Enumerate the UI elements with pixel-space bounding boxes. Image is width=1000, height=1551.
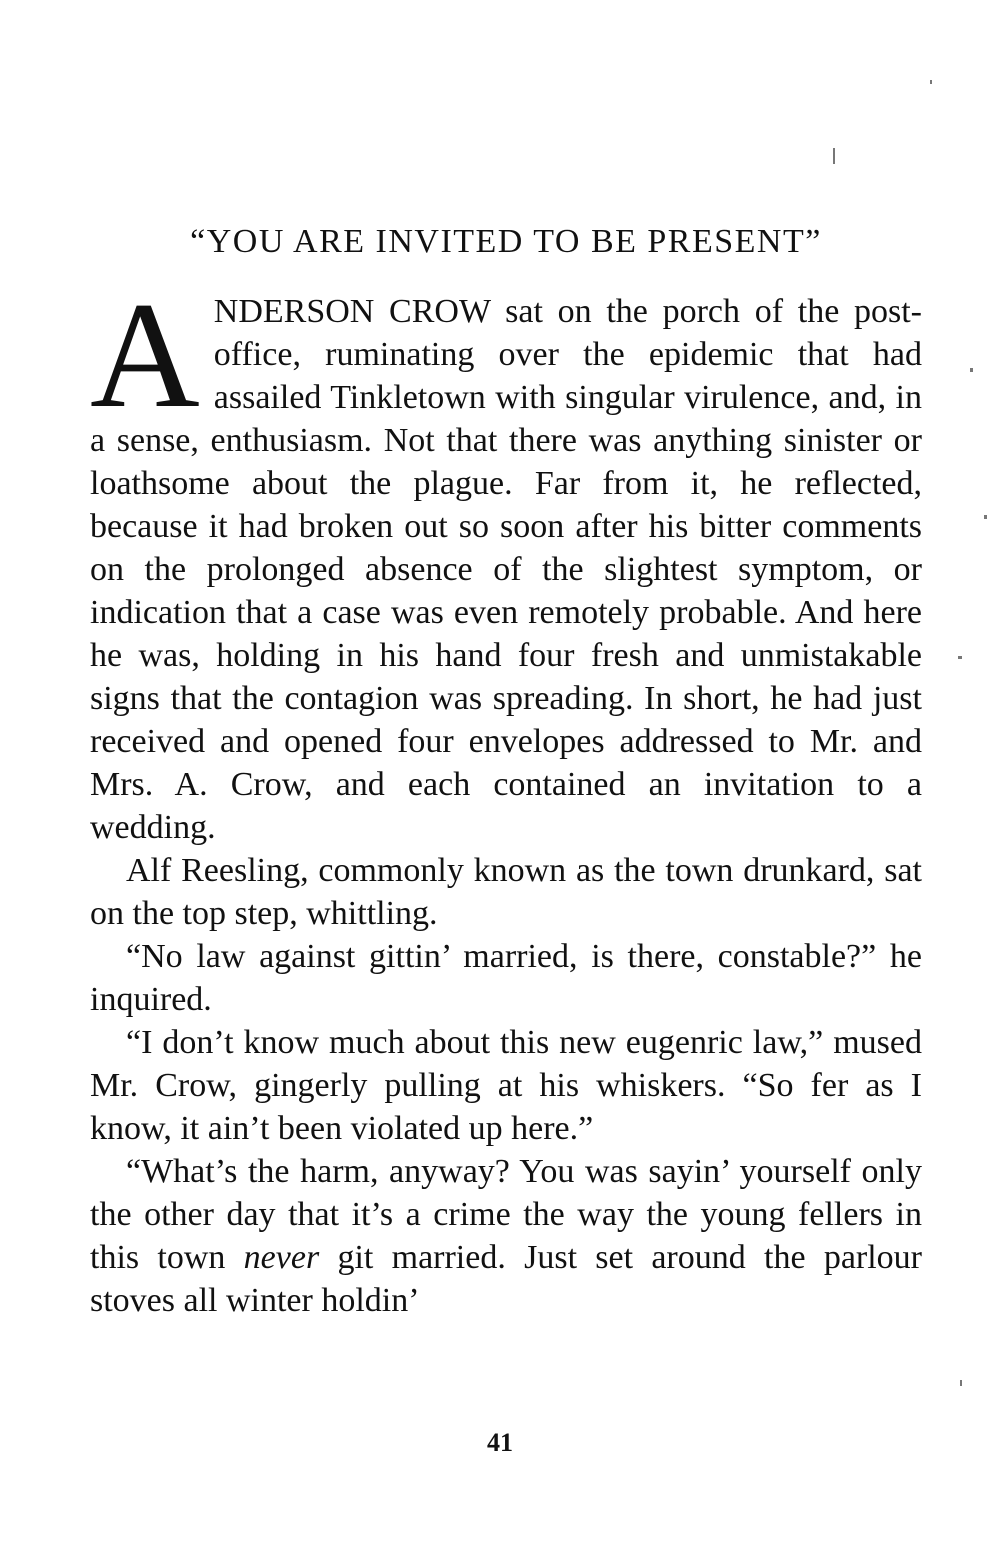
scan-speck <box>984 515 987 519</box>
paragraph-1 <box>90 271 922 849</box>
paragraph-5-text-b: git married. Just set around the parlour stoves all winter holdin’ <box>90 1239 923 1319</box>
scan-speck <box>958 656 962 659</box>
scan-speck <box>970 368 973 372</box>
body-text <box>90 271 923 1322</box>
book-page <box>90 222 922 1322</box>
paragraph-1-text: NDERSON CROW sat on the porch of the post-office, ruminating over the epidemic that had assailed Tinkletown with singular virulence, and, in a sense, enthusiasm. Not that there was anything sinister or loathsome about the plague. Far from it, he reflected, because it had broken out so soon after his bitter comments on the prolonged absence of the slightest symptom, or indication that a case was even remotely probable. And here he was, holding in his hand four fresh and unmistakable signs that the contagion was spreading. In short, he had just received and opened four envelopes addressed to Mr. and Mrs. A. Crow, and each contained an invitation to a wedding. <box>90 293 922 846</box>
emphasis-never: never <box>243 1239 320 1276</box>
chapter-title: “YOU ARE INVITED TO BE PRESENT” <box>190 223 822 260</box>
page-number: 41 <box>487 1428 513 1457</box>
scan-speck <box>960 1380 962 1386</box>
paragraph-5 <box>90 1150 922 1322</box>
drop-cap: A <box>90 271 200 439</box>
scan-speck <box>833 148 835 164</box>
paragraph-4: “I don’t know much about this new eugenric law,” mused Mr. Crow, gingerly pulling at his whiskers. “So fer as I know, it ain’t been violated up here.” <box>90 1024 922 1147</box>
paragraph-2: Alf Reesling, commonly known as the town drunkard, sat on the top step, whittling. <box>90 852 922 932</box>
paragraph-3: “No law against gittin’ married, is there, constable?” he inquired. <box>90 938 922 1018</box>
scan-speck <box>930 80 932 84</box>
paragraph-5-text-a: “What’s the harm, anyway? You was sayin’ yourself only the other day that it’s a crime the way the young fellers in this town <box>90 1153 922 1276</box>
